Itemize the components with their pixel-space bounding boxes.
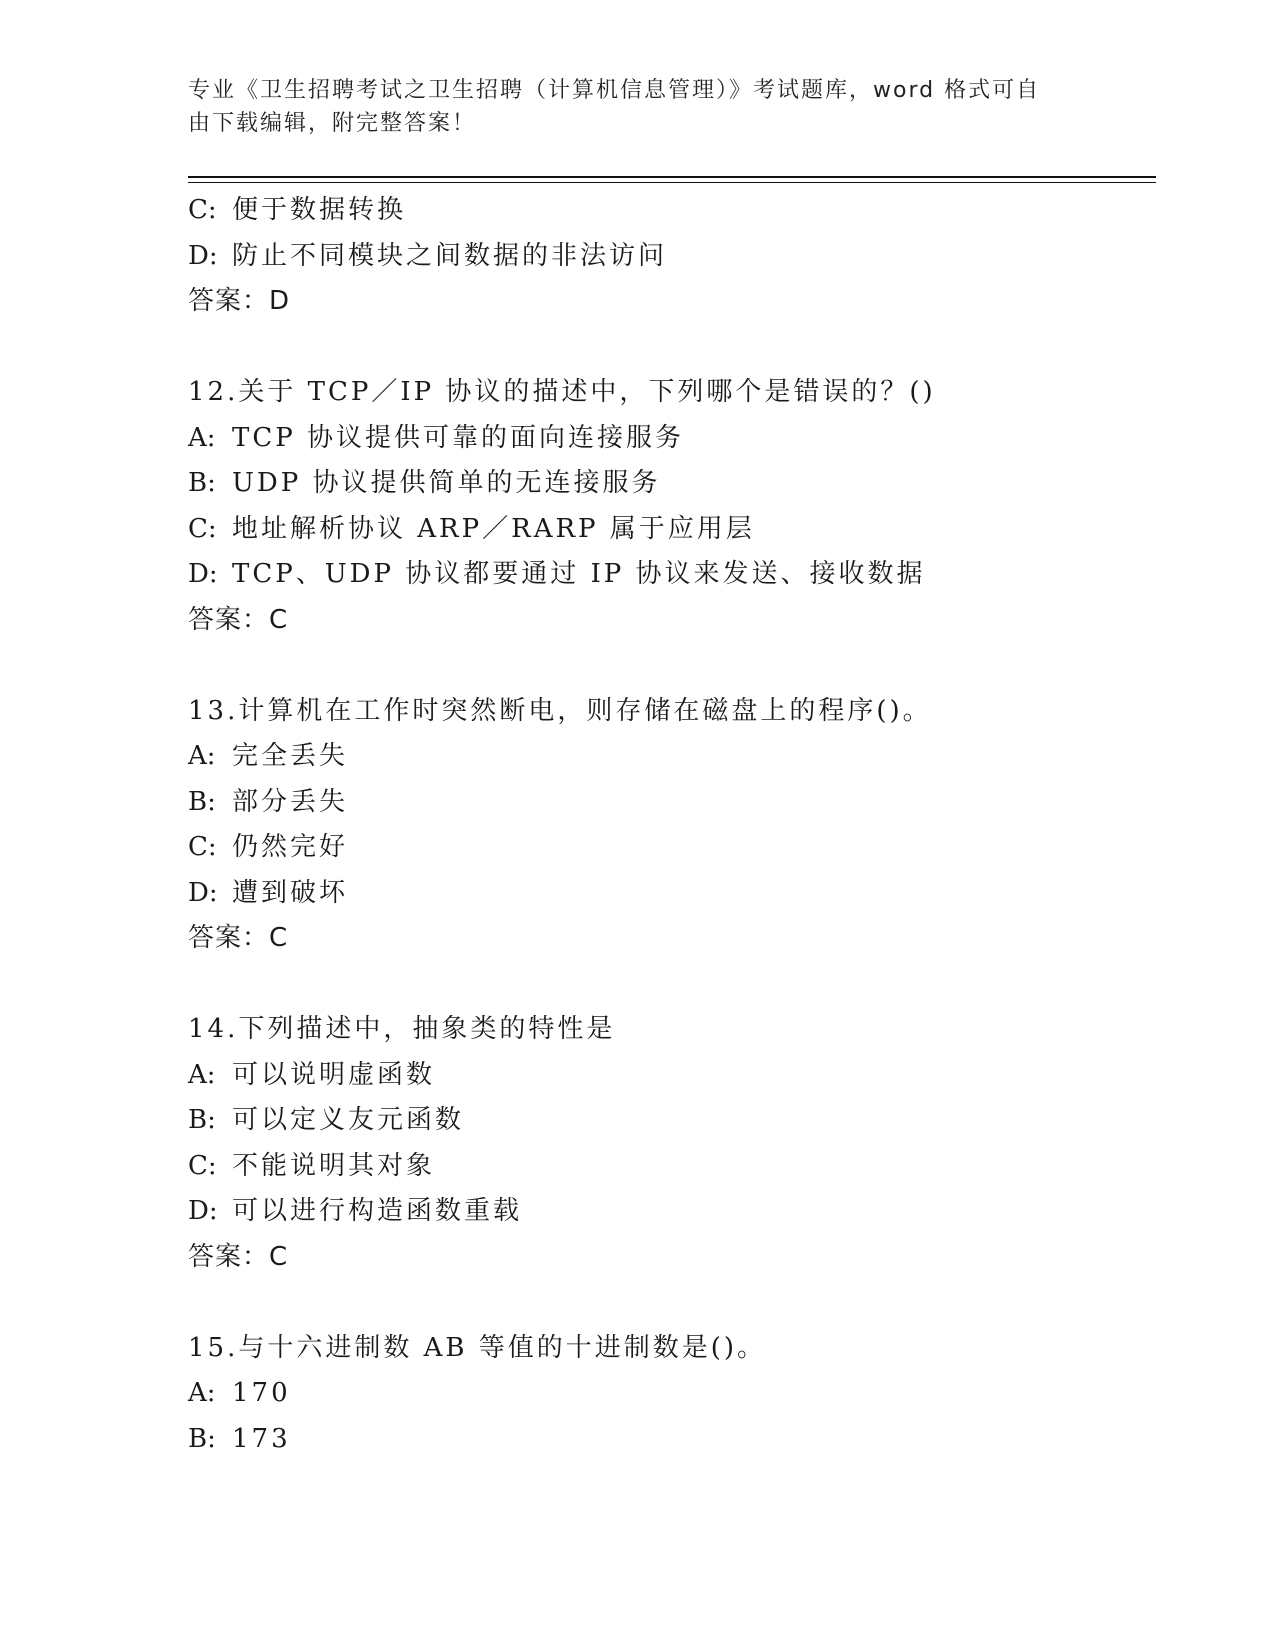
option-text: UDP 协议提供简单的无连接服务: [232, 468, 661, 498]
option-letter: D:: [188, 1196, 218, 1226]
option-line: [188, 825, 1148, 871]
question-stem: 15.与十六进制数 AB 等值的十进制数是()。: [188, 1332, 767, 1363]
option-text: 不能说明其对象: [232, 1150, 436, 1181]
spacer: [188, 325, 1148, 371]
option-text: 可以定义友元函数: [232, 1105, 465, 1135]
option-letter: A:: [188, 741, 216, 771]
header-divider-thin: [188, 182, 1156, 183]
option-line: [188, 871, 1148, 917]
option-line: [188, 1053, 1148, 1099]
option-text: 可以进行构造函数重载: [232, 1196, 523, 1226]
header-divider-thick: [188, 176, 1156, 178]
option-text: 地址解析协议 ARP／RARP 属于应用层: [232, 513, 755, 544]
spacer: [188, 643, 1148, 689]
answer-line: 答案：D: [188, 286, 291, 316]
option-line: [188, 1144, 1148, 1190]
option-text: 可以说明虚函数: [232, 1059, 436, 1090]
option-line: [188, 234, 1148, 280]
option-letter: C:: [188, 1150, 217, 1181]
option-line: [188, 1371, 1148, 1417]
answer-line: 答案：C: [188, 604, 289, 635]
option-text: 仍然完好: [232, 832, 349, 862]
option-letter: A:: [188, 1378, 216, 1408]
option-text: 遭到破坏: [232, 877, 349, 908]
option-letter: A:: [188, 1059, 216, 1090]
option-letter: D:: [188, 877, 218, 908]
option-text: 170: [232, 1378, 291, 1408]
option-line: [188, 461, 1148, 507]
spacer: [188, 962, 1148, 1008]
option-line: [188, 1189, 1148, 1235]
option-letter: D:: [188, 559, 218, 589]
option-text: TCP 协议提供可靠的面向连接服务: [232, 422, 684, 453]
option-line: [188, 507, 1148, 553]
question-stem: 14.下列描述中，抽象类的特性是: [188, 1014, 616, 1044]
option-letter: D:: [188, 240, 218, 271]
option-line: [188, 552, 1148, 598]
option-letter: C:: [188, 513, 217, 544]
option-line: [188, 1098, 1148, 1144]
option-letter: B:: [188, 1423, 216, 1454]
option-letter: B:: [188, 786, 216, 817]
option-letter: B:: [188, 1105, 216, 1135]
option-text: 防止不同模块之间数据的非法访问: [232, 240, 668, 271]
question-list: [188, 188, 1148, 1462]
option-letter: C:: [188, 195, 217, 225]
option-line: [188, 1417, 1148, 1463]
option-line: [188, 188, 1148, 234]
option-letter: C:: [188, 832, 217, 862]
option-line: [188, 780, 1148, 826]
answer-line: 答案：C: [188, 923, 289, 953]
option-text: 173: [232, 1423, 291, 1454]
question-stem: 13.计算机在工作时突然断电，则存储在磁盘上的程序()。: [188, 695, 932, 726]
document-header: [188, 74, 1068, 140]
option-line: [188, 734, 1148, 780]
option-text: 完全丢失: [232, 741, 349, 771]
option-letter: B:: [188, 468, 216, 498]
header-line-2: 由下载编辑，附完整答案！: [188, 111, 477, 136]
option-letter: A:: [188, 422, 216, 453]
spacer: [188, 1280, 1148, 1326]
header-line-1: 专业《卫生招聘考试之卫生招聘（计算机信息管理）》考试题库，word 格式可自: [188, 78, 1041, 103]
option-text: 便于数据转换: [232, 195, 407, 225]
option-text: TCP、UDP 协议都要通过 IP 协议来发送、接收数据: [232, 559, 926, 589]
option-text: 部分丢失: [232, 786, 349, 817]
question-stem: 12.关于 TCP／IP 协议的描述中，下列哪个是错误的？(): [188, 377, 936, 407]
answer-line: 答案：C: [188, 1241, 289, 1272]
option-line: [188, 416, 1148, 462]
